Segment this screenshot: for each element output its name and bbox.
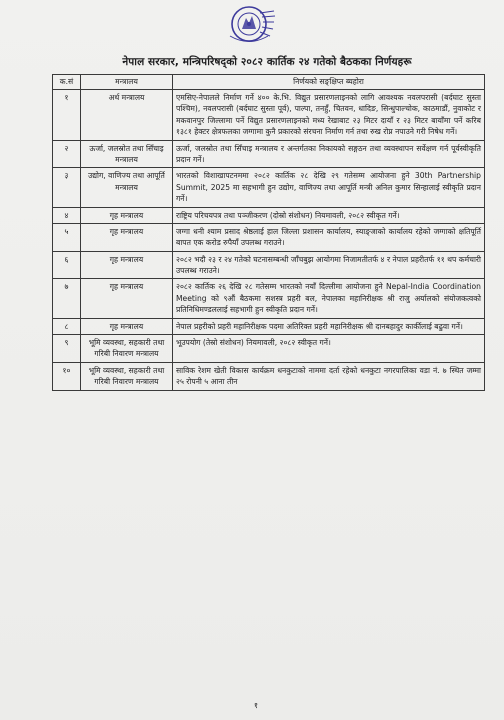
row-number: ९ [53, 335, 81, 363]
table-row [53, 140, 485, 168]
table-row [53, 251, 485, 279]
row-ministry: ऊर्जा, जलस्रोत तथा सिँचाइ मन्त्रालय [81, 140, 173, 168]
row-ministry: गृह मन्त्रालय [81, 207, 173, 223]
row-decision: साविक रेशम खेती विकास कार्यक्रम धनकुटाको नाममा दर्ता रहेको धनकुटा नगरपालिका वडा नं. ७ स्थित जम्मा २५ रोपनी ५ आना तीन [173, 362, 485, 390]
row-decision: भूउपयोग (तेस्रो संशोधन) नियमावली, २०८२ स्वीकृत गर्ने। [173, 335, 485, 363]
row-number: १ [53, 90, 81, 141]
row-decision: २०८२ कार्तिक २६ देखि २८ गतेसम्म भारतको नयाँ दिल्लीमा आयोजना हुने Nepal-India Coordination Meeting को ९औं बैठकमा सशस्त्र प्रहरी बल, नेपालका महानिरीक्षक श्री राजु अर्यालको संयोजकत्वको प्रतिनिधिमण्डललाई सहभागी हुन स्वीकृति प्रदान गर्ने। [173, 279, 485, 318]
column-header-ministry: मन्त्रालय [81, 75, 173, 90]
row-number: ५ [53, 223, 81, 251]
table-row [53, 90, 485, 141]
row-ministry: गृह मन्त्रालय [81, 223, 173, 251]
row-ministry: गृह मन्त्रालय [81, 251, 173, 279]
table-row [53, 362, 485, 390]
table-row [53, 168, 485, 207]
row-ministry: गृह मन्त्रालय [81, 318, 173, 334]
row-ministry: गृह मन्त्रालय [81, 279, 173, 318]
page-number: १ [253, 701, 259, 710]
table-row [53, 279, 485, 318]
government-seal-icon [222, 3, 276, 47]
row-ministry: उद्योग, वाणिज्य तथा आपूर्ति मन्त्रालय [81, 168, 173, 207]
row-number: ४ [53, 207, 81, 223]
row-number: ८ [53, 318, 81, 334]
table-row [53, 207, 485, 223]
table-row [53, 335, 485, 363]
row-decision: नेपाल प्रहरीको प्रहरी महानिरीक्षक पदमा अतिरिक्त प्रहरी महानिरीक्षक श्री दानबहादुर कार्कीलाई बढुवा गर्ने। [173, 318, 485, 334]
row-decision: २०८२ भदौ २३ र २४ गतेको घटनासम्बन्धी जाँचबुझ आयोगमा निजामतीतर्फ ४ र नेपाल प्रहरीतर्फ ११ थप कर्मचारी उपलब्ध गराउने। [173, 251, 485, 279]
row-number: १० [53, 362, 81, 390]
row-decision: भारतको विशाखापटनममा २०८२ कार्तिक २८ देखि २९ गतेसम्म आयोजना हुने 30th Partnership Summit, 2025 मा सहभागी हुन उद्योग, वाणिज्य तथा आपूर्ति मन्त्री अनिल कुमार सिन्हालाई स्वीकृति प्रदान गर्ने। [173, 168, 485, 207]
row-ministry: अर्थ मन्त्रालय [81, 90, 173, 141]
column-header-serial: क.सं [53, 75, 81, 90]
row-decision: एमसिए-नेपालले निर्माण गर्ने ४०० के.भि. विद्युत प्रसारणलाइनको लागि आवश्यक नवलपरासी (बर्दघाट सुस्ता पश्चिम), नवलपरासी (बर्दघाट सुस्ता पूर्व), पाल्पा, तनहुँ, चितवन, धादिङ, सिन्धुपाल्चोक, काठमाडौं, नुवाकोट र मकवानपुर जिल्लामा पर्ने विद्युत प्रसारणलाइनको मध्य रेखाबाट २३ मिटर दायाँ र २३ मिटर बायाँमा पर्ने करिब १३८१ हेक्टर क्षेत्रफलका जग्गामा कुनै प्रकारको संरचना निर्माण गर्न तथा रुख रोप्न नपाउने गरी निषेध गर्ने। [173, 90, 485, 141]
row-number: २ [53, 140, 81, 168]
row-ministry: भूमि व्यवस्था, सहकारी तथा गरिबी निवारण मन्त्रालय [81, 335, 173, 363]
table-header-row [53, 75, 485, 90]
row-decision: जग्गा धनी श्याम प्रसाद श्रेष्ठलाई हाल जिल्ला प्रशासन कार्यालय, स्याङ्जाको कार्यालय रहेको जग्गाको क्षतिपूर्ति बापत एक करोड रुपैयाँ उपलब्ध गराउने। [173, 223, 485, 251]
decisions-table [52, 74, 485, 391]
table-row [53, 318, 485, 334]
table-row [53, 223, 485, 251]
row-number: ६ [53, 251, 81, 279]
row-ministry: भूमि व्यवस्था, सहकारी तथा गरिबी निवारण मन्त्रालय [81, 362, 173, 390]
row-number: ७ [53, 279, 81, 318]
page-title: नेपाल सरकार, मन्त्रिपरिषद्‌को २०८२ कार्तिक २४ गतेको बैठकका निर्णयहरू [122, 56, 412, 68]
row-number: ३ [53, 168, 81, 207]
row-decision: ऊर्जा, जलस्रोत तथा सिँचाइ मन्त्रालय र अन्तर्गतका निकायको सङ्गठन तथा व्यवस्थापन सर्वेक्षण गर्न पूर्वस्वीकृति प्रदान गर्ने। [173, 140, 485, 168]
column-header-decision: निर्णयको सङ्क्षिप्त ब्यहोरा [173, 75, 485, 90]
row-decision: राष्ट्रिय परिचयपत्र तथा पञ्जीकरण (दोस्रो संशोधन) नियमावली, २०८२ स्वीकृत गर्ने। [173, 207, 485, 223]
